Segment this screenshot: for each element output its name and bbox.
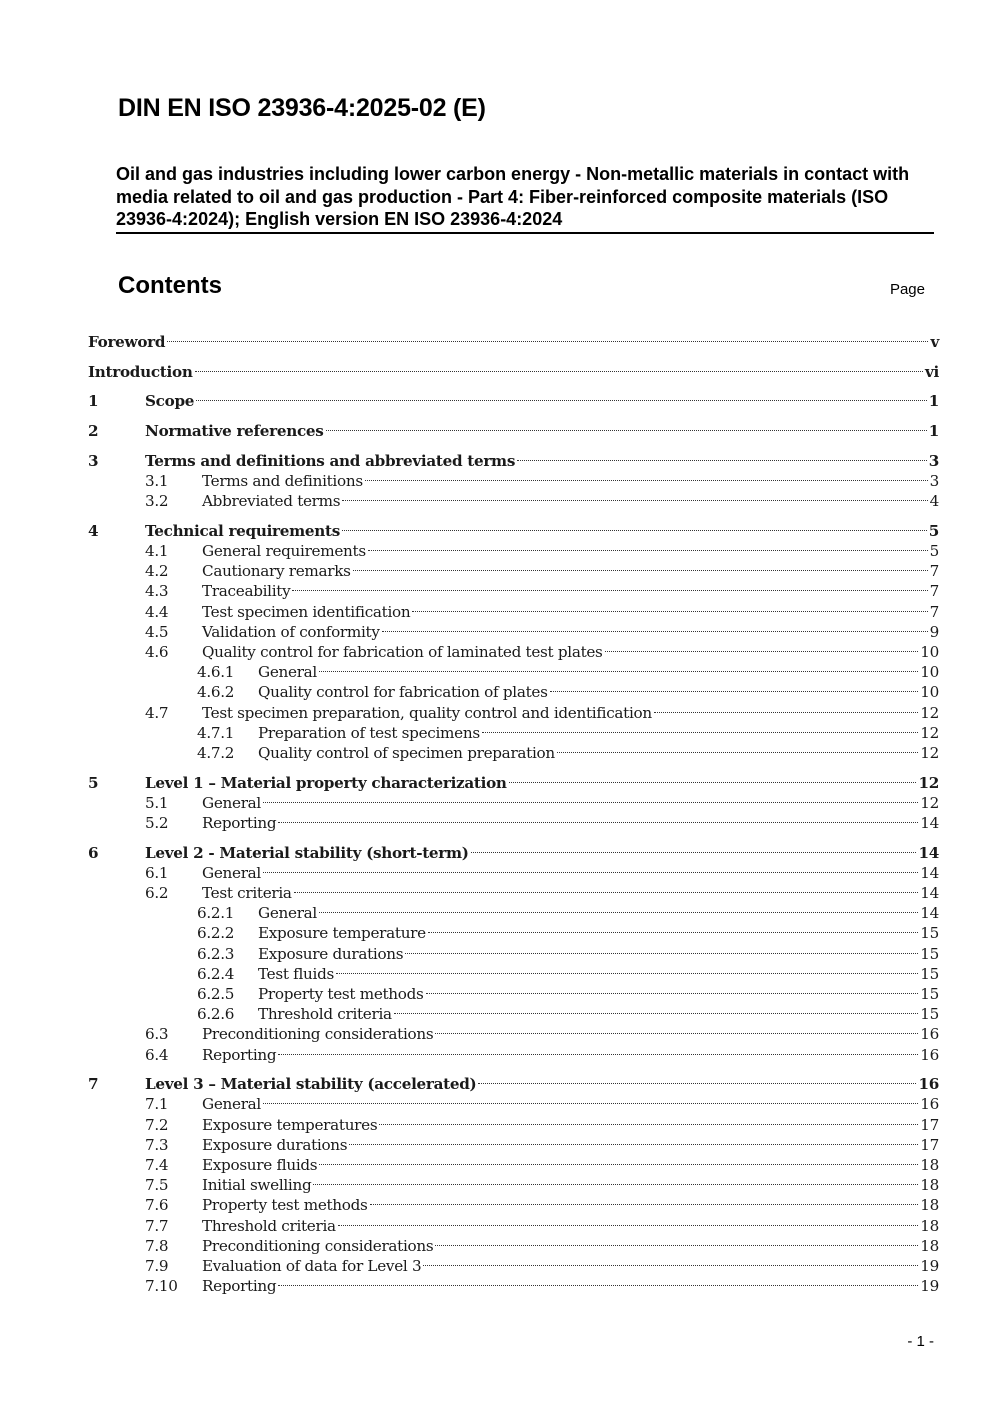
- toc-entry[interactable]: [88, 362, 939, 382]
- toc-dot-leader: [263, 802, 918, 803]
- toc-entry[interactable]: [88, 1155, 939, 1175]
- toc-entry-page: 16: [920, 1025, 939, 1044]
- toc-entry-title[interactable]: Property test methods: [258, 984, 424, 1003]
- toc-entry-page: 7: [929, 582, 939, 601]
- toc-entry-number: 7.7: [145, 1216, 169, 1235]
- toc-entry-title[interactable]: Quality control for fabrication of plates: [258, 683, 548, 702]
- toc-entry[interactable]: [88, 903, 939, 923]
- toc-entry[interactable]: [88, 923, 939, 943]
- toc-entry[interactable]: [88, 944, 939, 964]
- toc-dot-leader: [338, 1225, 918, 1226]
- toc-dot-leader: [435, 1033, 918, 1034]
- toc-entry-number: 4.7: [145, 703, 169, 722]
- toc-entry-page: 16: [918, 1075, 939, 1094]
- toc-dot-leader: [478, 1083, 916, 1084]
- toc-dot-leader: [342, 530, 927, 531]
- toc-entry-number: 1: [88, 392, 99, 411]
- toc-entry[interactable]: [88, 1175, 939, 1195]
- toc-entry[interactable]: [88, 1236, 939, 1256]
- toc-entry-page: 9: [929, 622, 939, 641]
- toc-entry-title[interactable]: Exposure temperatures: [202, 1115, 378, 1134]
- toc-entry-page: 15: [920, 924, 939, 943]
- toc-entry-title[interactable]: Quality control of specimen preparation: [258, 743, 555, 762]
- document-title: Oil and gas industries including lower carbon energy - Non-metallic materials in contact with media related to oil and gas production - Part 4: Fiber-reinforced composite materials (ISO 23936-4:2024); English version EN ISO 23936-4:2024: [116, 163, 934, 234]
- toc-dot-leader: [654, 712, 918, 713]
- toc-entry-page: 16: [920, 1045, 939, 1064]
- toc-entry-number: 5: [88, 773, 99, 792]
- toc-entry[interactable]: [88, 471, 939, 491]
- toc-entry-title[interactable]: Exposure fluids: [202, 1155, 318, 1174]
- toc-entry-page: 7: [929, 602, 939, 621]
- toc-dot-leader: [349, 1144, 918, 1145]
- toc-entry-title[interactable]: General: [202, 793, 261, 812]
- toc-entry-title[interactable]: Terms and definitions: [202, 471, 363, 490]
- toc-entry-page: 5: [928, 521, 939, 540]
- toc-dot-leader: [509, 782, 917, 783]
- toc-entry-title[interactable]: Exposure temperature: [258, 924, 426, 943]
- toc-dot-leader: [370, 1204, 919, 1205]
- toc-entry-title[interactable]: Threshold criteria: [258, 1005, 392, 1024]
- toc-entry[interactable]: [88, 1135, 939, 1155]
- toc-entry-number: 6.2.3: [197, 944, 235, 963]
- toc-dot-leader: [353, 570, 928, 571]
- toc-entry[interactable]: [88, 1094, 939, 1114]
- toc-entry-title[interactable]: Exposure durations: [202, 1135, 348, 1154]
- toc-entry[interactable]: [88, 421, 939, 441]
- toc-entry-title[interactable]: Traceability: [202, 582, 291, 601]
- page-number-footer: - 1 -: [907, 1333, 934, 1350]
- toc-entry-number: 4: [88, 521, 99, 540]
- toc-entry[interactable]: [88, 1115, 939, 1135]
- toc-entry-title[interactable]: Preconditioning considerations: [202, 1236, 434, 1255]
- toc-entry-page: 15: [920, 984, 939, 1003]
- toc-entry-number: 4.4: [145, 602, 169, 621]
- toc-entry-number: 7.4: [145, 1155, 169, 1174]
- page-column-heading: Page: [889, 281, 925, 298]
- toc-entry-number: 7.6: [145, 1196, 169, 1215]
- toc-entry-number: 4.2: [145, 562, 169, 581]
- toc-dot-leader: [292, 590, 927, 591]
- toc-entry[interactable]: [88, 682, 939, 702]
- toc-dot-leader: [412, 611, 927, 612]
- toc-entry-title[interactable]: General: [202, 863, 261, 882]
- toc-entry-page: 10: [920, 683, 939, 702]
- toc-entry-page: 14: [920, 813, 939, 832]
- toc-entry-number: 3: [88, 451, 99, 470]
- toc-entry-page: 14: [918, 843, 939, 862]
- toc-entry[interactable]: [88, 1045, 939, 1065]
- toc-entry-title[interactable]: General: [202, 1095, 261, 1114]
- toc-dot-leader: [426, 993, 919, 994]
- toc-entry-number: 5.1: [145, 793, 169, 812]
- contents-heading: Contents: [118, 272, 222, 299]
- toc-entry-page: 7: [929, 562, 939, 581]
- toc-dot-leader: [368, 550, 928, 551]
- toc-entry[interactable]: [88, 602, 939, 622]
- toc-entry-page: 15: [920, 964, 939, 983]
- toc-entry-title[interactable]: Abbreviated terms: [202, 492, 341, 511]
- toc-entry-title[interactable]: Test specimen preparation, quality control and identification: [202, 703, 652, 722]
- toc-entry-page: 14: [920, 904, 939, 923]
- toc-entry-title[interactable]: Reporting: [202, 1277, 277, 1296]
- toc-entry[interactable]: [88, 541, 939, 561]
- toc-entry-page: 18: [920, 1236, 939, 1255]
- document-id: DIN EN ISO 23936-4:2025-02 (E): [118, 94, 486, 122]
- toc-entry[interactable]: [88, 332, 939, 352]
- toc-dot-leader: [326, 430, 927, 431]
- toc-dot-leader: [278, 1285, 918, 1286]
- toc-dot-leader: [423, 1265, 918, 1266]
- toc-entry[interactable]: [88, 723, 939, 743]
- toc-entry-title[interactable]: General: [258, 663, 317, 682]
- toc-entry-page: 18: [920, 1216, 939, 1235]
- toc-entry-page: 14: [920, 884, 939, 902]
- toc-entry-number: 6: [88, 843, 99, 862]
- toc-entry[interactable]: [88, 703, 939, 723]
- toc-dot-leader: [263, 1103, 918, 1104]
- toc-entry-title[interactable]: Level 3 – Material stability (accelerated): [145, 1075, 477, 1094]
- toc-entry-number: 7.8: [145, 1236, 169, 1255]
- toc-entry-title[interactable]: Test fluids: [258, 964, 334, 983]
- toc-entry[interactable]: [88, 1216, 939, 1236]
- toc-dot-leader: [435, 1245, 918, 1246]
- toc-entry-number: 6.3: [145, 1025, 169, 1044]
- toc-entry[interactable]: [88, 1004, 939, 1024]
- toc-dot-leader: [365, 480, 928, 481]
- toc-entry-number: 6.4: [145, 1045, 169, 1064]
- toc-entry-title[interactable]: Introduction: [88, 362, 193, 381]
- toc-entry[interactable]: [88, 642, 939, 662]
- toc-dot-leader: [195, 371, 923, 372]
- toc-entry-page: 3: [928, 451, 939, 470]
- toc-entry-page: 12: [920, 703, 939, 722]
- toc-dot-leader: [278, 1054, 918, 1055]
- toc-entry-title[interactable]: Scope: [145, 392, 195, 411]
- toc-entry-title[interactable]: Terms and definitions and abbreviated terms: [145, 451, 516, 470]
- toc-entry-number: 7.3: [145, 1135, 169, 1154]
- toc-dot-leader: [278, 822, 918, 823]
- toc-entry-title[interactable]: Technical requirements: [145, 521, 340, 540]
- toc-entry[interactable]: [88, 622, 939, 642]
- toc-entry[interactable]: [88, 662, 939, 682]
- toc-dot-leader: [605, 651, 919, 652]
- toc-entry[interactable]: [88, 561, 939, 581]
- toc-entry-title[interactable]: Preparation of test specimens: [258, 723, 480, 742]
- toc-entry-number: 7.9: [145, 1256, 169, 1275]
- toc-entry-number: 7.2: [145, 1115, 169, 1134]
- toc-dot-leader: [167, 341, 928, 342]
- toc-entry-page: 5: [929, 542, 939, 560]
- toc-dot-leader: [379, 1124, 918, 1125]
- toc-entry[interactable]: [88, 1024, 939, 1044]
- toc-entry-page: 10: [920, 642, 939, 661]
- toc-entry-number: 7: [88, 1075, 99, 1094]
- toc-dot-leader: [336, 973, 918, 974]
- toc-dot-leader: [482, 732, 918, 733]
- toc-dot-leader: [313, 1184, 918, 1185]
- toc-entry[interactable]: [88, 391, 939, 411]
- toc-entry-page: 4: [929, 492, 939, 511]
- toc-entry-title[interactable]: General: [258, 904, 317, 923]
- toc-entry-number: 6.2.6: [197, 1005, 235, 1024]
- toc-dot-leader: [196, 400, 927, 401]
- toc-entry-number: 4.6: [145, 642, 169, 661]
- toc-entry-number: 4.3: [145, 582, 169, 601]
- toc-entry[interactable]: [88, 984, 939, 1004]
- toc-dot-leader: [405, 953, 918, 954]
- toc-entry-page: 17: [920, 1115, 939, 1134]
- toc-entry[interactable]: [88, 773, 939, 793]
- toc-dot-leader: [294, 892, 919, 893]
- toc-dot-leader: [342, 500, 927, 501]
- toc-entry-title[interactable]: Level 1 – Material property characterization: [145, 773, 507, 792]
- toc-entry-title[interactable]: Foreword: [88, 333, 166, 351]
- toc-entry[interactable]: [88, 451, 939, 471]
- toc-entry-page: 1: [928, 392, 939, 411]
- toc-dot-leader: [428, 932, 918, 933]
- toc-entry-page: 12: [918, 773, 939, 792]
- toc-dot-leader: [319, 1164, 918, 1165]
- toc-entry-page: v: [930, 333, 939, 351]
- toc-entry-title[interactable]: General requirements: [202, 542, 366, 560]
- toc-entry-title[interactable]: Reporting: [202, 813, 277, 832]
- table-of-contents: [88, 332, 939, 1296]
- toc-entry-page: 19: [920, 1277, 939, 1296]
- toc-entry-title[interactable]: Property test methods: [202, 1196, 368, 1215]
- toc-dot-leader: [382, 631, 928, 632]
- toc-entry-title[interactable]: Test specimen identification: [202, 602, 411, 621]
- toc-entry-number: 4.6.1: [197, 663, 235, 682]
- toc-dot-leader: [557, 752, 918, 753]
- toc-entry[interactable]: [88, 964, 939, 984]
- toc-entry[interactable]: [88, 491, 939, 511]
- toc-dot-leader: [394, 1013, 918, 1014]
- toc-entry-page: 12: [920, 723, 939, 742]
- toc-dot-leader: [517, 460, 927, 461]
- toc-dot-leader: [471, 852, 917, 853]
- toc-entry-number: 5.2: [145, 813, 169, 832]
- toc-entry-number: 4.1: [145, 542, 169, 560]
- toc-entry-number: 7.1: [145, 1095, 169, 1114]
- toc-entry-number: 7.5: [145, 1176, 169, 1195]
- toc-entry-number: 6.2.2: [197, 924, 235, 943]
- toc-entry-title[interactable]: Quality control for fabrication of laminated test plates: [202, 642, 603, 661]
- toc-entry-page: 14: [920, 863, 939, 882]
- toc-entry-title[interactable]: Threshold criteria: [202, 1216, 336, 1235]
- toc-entry[interactable]: [88, 1195, 939, 1215]
- toc-dot-leader: [319, 671, 918, 672]
- toc-entry-page: 19: [920, 1256, 939, 1275]
- toc-entry-page: 12: [920, 743, 939, 762]
- toc-entry-page: 15: [920, 944, 939, 963]
- toc-entry-number: 4.5: [145, 622, 169, 641]
- toc-entry[interactable]: [88, 1074, 939, 1094]
- toc-entry[interactable]: [88, 1276, 939, 1296]
- toc-entry[interactable]: [88, 863, 939, 883]
- toc-entry-page: 17: [920, 1135, 939, 1154]
- toc-entry[interactable]: [88, 793, 939, 813]
- toc-entry-page: 12: [920, 793, 939, 812]
- toc-entry-title[interactable]: Test criteria: [202, 884, 292, 902]
- toc-entry-page: 10: [920, 663, 939, 682]
- toc-entry-page: 16: [920, 1095, 939, 1114]
- toc-entry-number: 6.1: [145, 863, 169, 882]
- toc-entry[interactable]: [88, 883, 939, 903]
- toc-entry-page: vi: [925, 362, 939, 381]
- toc-entry-number: 6.2.5: [197, 984, 235, 1003]
- toc-entry-page: 18: [920, 1196, 939, 1215]
- toc-entry-number: 7.10: [145, 1277, 178, 1296]
- toc-entry-title[interactable]: Evaluation of data for Level 3: [202, 1256, 422, 1275]
- toc-entry-title[interactable]: Reporting: [202, 1045, 277, 1064]
- toc-entry-page: 1: [928, 422, 939, 441]
- toc-entry-title[interactable]: Exposure durations: [258, 944, 404, 963]
- toc-entry-title[interactable]: Level 2 - Material stability (short-term): [145, 843, 469, 862]
- toc-entry-page: 18: [920, 1155, 939, 1174]
- toc-entry-number: 3.2: [145, 492, 169, 511]
- toc-entry-page: 3: [929, 471, 939, 490]
- toc-entry-number: 6.2: [145, 884, 169, 902]
- toc-entry-number: 6.2.1: [197, 904, 235, 923]
- toc-entry[interactable]: [88, 843, 939, 863]
- toc-entry[interactable]: [88, 813, 939, 833]
- toc-entry-number: 4.6.2: [197, 683, 235, 702]
- toc-entry[interactable]: [88, 521, 939, 541]
- toc-entry-number: 4.7.2: [197, 743, 235, 762]
- toc-entry[interactable]: [88, 581, 939, 601]
- toc-entry-number: 4.7.1: [197, 723, 235, 742]
- toc-entry-page: 15: [920, 1005, 939, 1024]
- toc-entry-title[interactable]: Normative references: [145, 422, 324, 441]
- toc-entry-title[interactable]: Preconditioning considerations: [202, 1025, 434, 1044]
- toc-entry[interactable]: [88, 743, 939, 763]
- toc-entry-title[interactable]: Initial swelling: [202, 1176, 312, 1195]
- toc-entry-page: 18: [920, 1176, 939, 1195]
- toc-entry-title[interactable]: Cautionary remarks: [202, 562, 351, 581]
- toc-entry[interactable]: [88, 1256, 939, 1276]
- toc-entry-number: 2: [88, 422, 99, 441]
- toc-dot-leader: [263, 872, 918, 873]
- toc-dot-leader: [550, 691, 919, 692]
- toc-entry-title[interactable]: Validation of conformity: [202, 622, 380, 641]
- toc-entry-number: 3.1: [145, 471, 169, 490]
- toc-dot-leader: [319, 912, 918, 913]
- toc-entry-number: 6.2.4: [197, 964, 235, 983]
